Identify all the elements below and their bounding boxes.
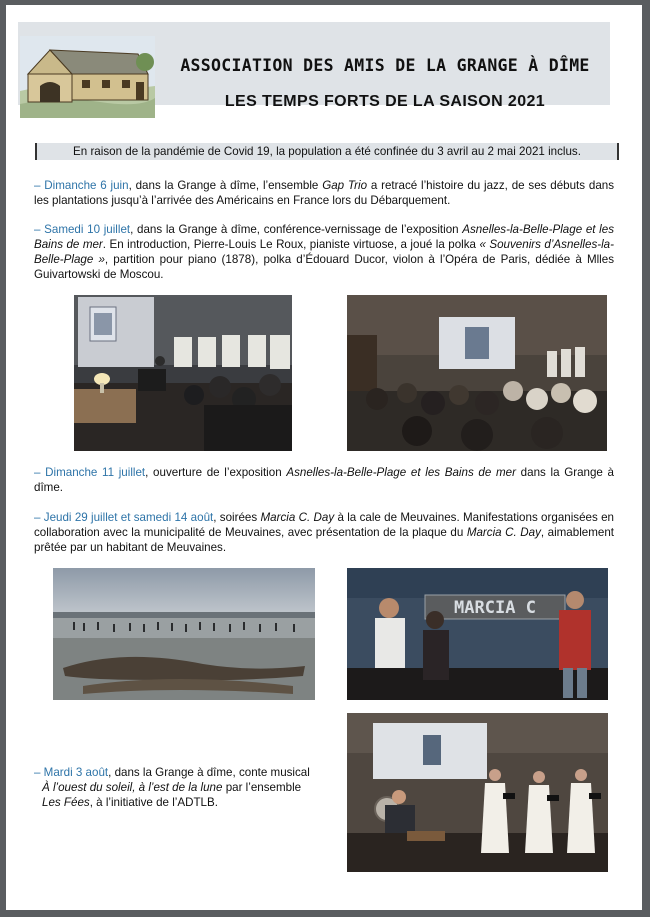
event-italic: À l’ouest du soleil, à l’est de la lune [42, 781, 223, 794]
event-italic: Asnelles-la-Belle-Plage et les Bains de mer [286, 466, 516, 479]
event-text: dans la Grange à dîme. [34, 466, 614, 494]
event-italic: « Souvenirs d’Asnelles-la-Belle-Plage » [34, 238, 614, 266]
event-date: Dimanche 11 juillet [45, 466, 146, 479]
event-italic: Marcia C. Day [260, 511, 335, 524]
photo-marcia-sign [347, 568, 608, 700]
season-subtitle: LES TEMPS FORTS DE LA SAISON 2021 [224, 93, 546, 110]
event-italic: Marcia C. Day [466, 526, 541, 539]
grange-logo-drawing [20, 36, 155, 118]
event-text: . En introduction, Pierre-Louis Le Roux, pianiste virtuose, a joué la polka [102, 238, 480, 251]
event-bullet: – [34, 466, 46, 479]
event-bullet: – [34, 511, 44, 524]
event-text: à la cale de Meuvaines. Manifestations organisées en collaboration avec la municipalité de Meuvaines, avec présentation de la plaque du [34, 511, 614, 539]
event-entry [34, 765, 324, 810]
photo-audience-screen [347, 295, 607, 451]
event-text: par l’ensemble [222, 781, 302, 794]
event-date: Dimanche 6 juin [44, 179, 129, 192]
event-text: , partition pour piano (1878), polka d’Édouard Ducor, violon à l’Opéra de Paris, dédiée à Mlles Guivartowski de Moscou. [34, 253, 614, 281]
event-text: , soirées [213, 511, 261, 524]
event-date: Mardi 3 août [43, 766, 109, 779]
event-italic: Asnelles-la-Belle-Plage et les Bains de mer [34, 223, 614, 251]
event-text: , aimablement prêtée par un habitant de Meuvaines. [34, 526, 614, 554]
covid-notice: En raison de la pandémie de Covid 19, la population a été confinée du 3 avril au 2 mai 2021 inclus. [35, 143, 619, 160]
event-bullet: – [34, 766, 44, 779]
event-text: , dans la Grange à dîme, conférence-vernissage de l’exposition [130, 223, 463, 236]
event-date: Samedi 10 juillet [44, 223, 131, 236]
sign-text: MARCIA C [454, 598, 536, 618]
event-entry [34, 510, 614, 555]
event-text: , à l’initiative de l’ADTLB. [89, 796, 218, 809]
event-entry [34, 465, 614, 495]
association-title: ASSOCIATION DES AMIS DE LA GRANGE À DÎME [180, 56, 590, 75]
event-entry [34, 222, 614, 282]
event-text: , dans la Grange à dîme, l’ensemble [128, 179, 323, 192]
event-italic: Gap Trio [322, 179, 368, 192]
event-bullet: – [34, 223, 45, 236]
event-text: a retracé l’histoire du jazz, de ses débuts dans les plantations jusqu’à l’arrivée des Américains en France lors du Débarquement. [34, 179, 615, 207]
event-text: , ouverture de l’exposition [145, 466, 287, 479]
photo-beach-wreck [53, 568, 315, 700]
event-date: Jeudi 29 juillet et samedi 14 août [43, 511, 214, 524]
photo-conference-room [74, 295, 292, 451]
event-italic: Les Fées [42, 796, 90, 809]
event-text: , dans la Grange à dîme, conte musical [108, 766, 310, 779]
event-bullet: – [34, 179, 45, 192]
header-banner [18, 22, 610, 110]
photo-concert-les-fees [347, 713, 608, 872]
event-entry [34, 178, 614, 208]
